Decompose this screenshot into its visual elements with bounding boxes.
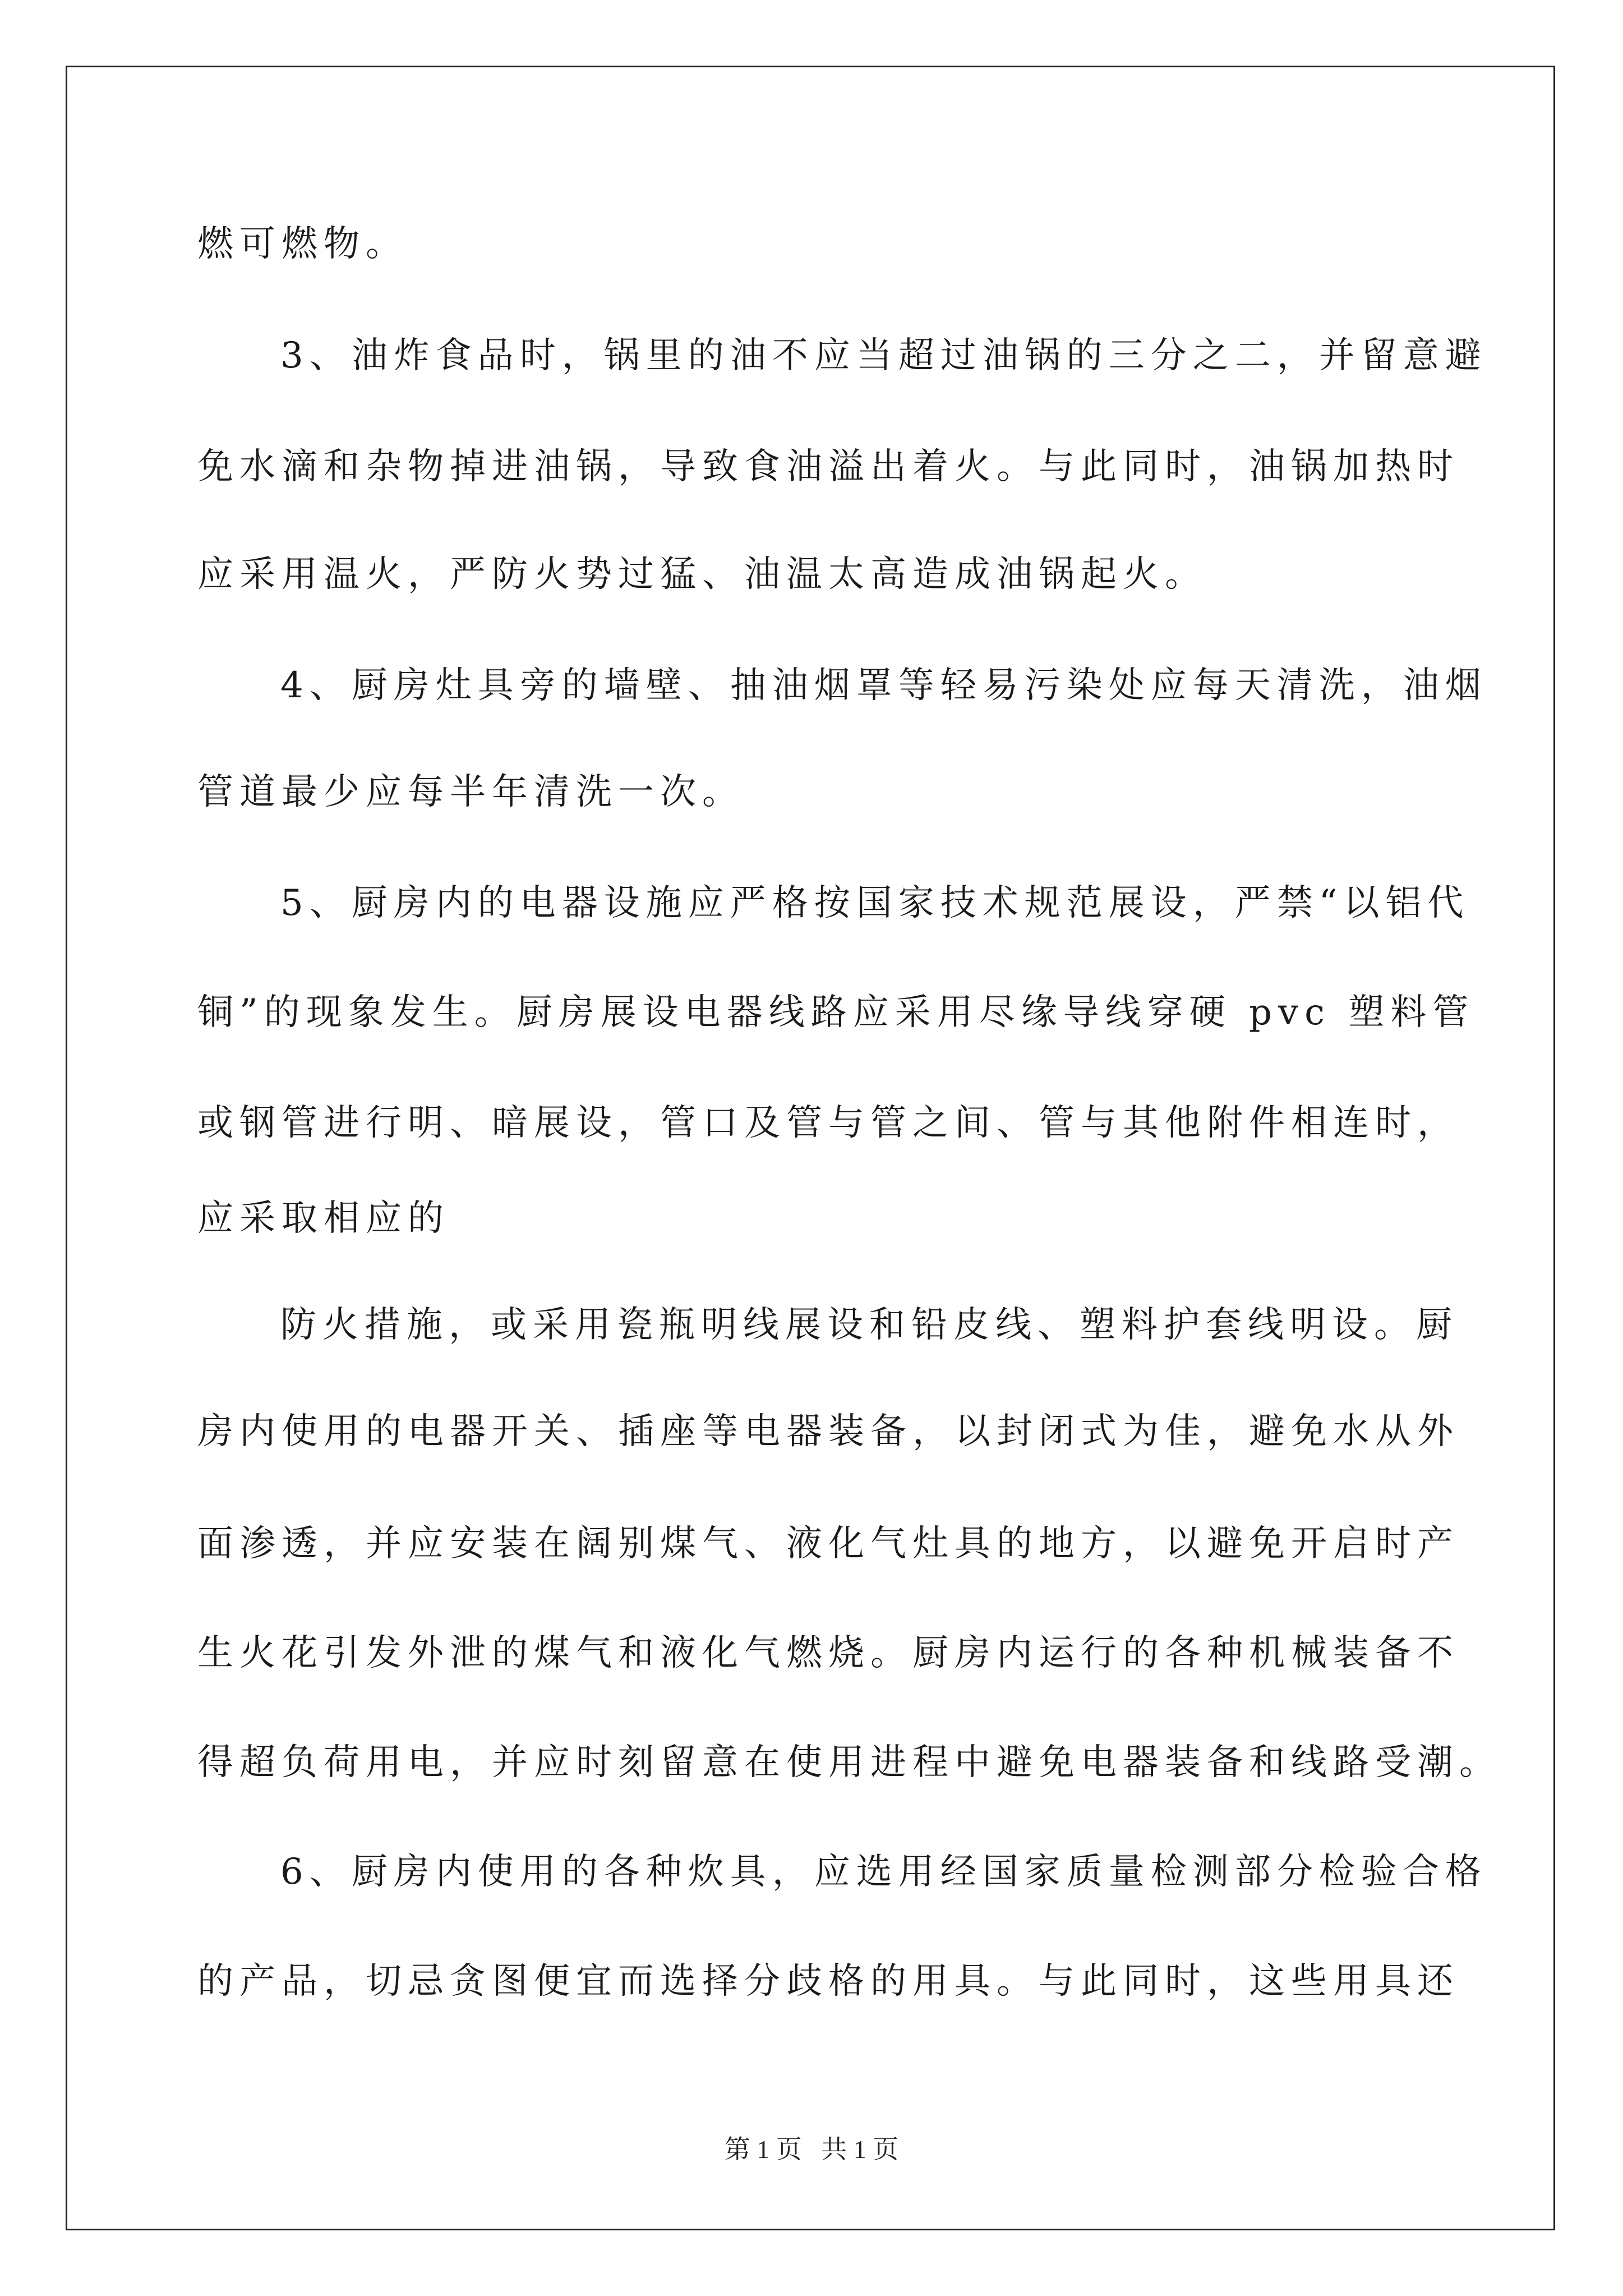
text-line: 应采用温火，严防火势过猛、油温太高造成油锅起火。 — [197, 554, 1207, 595]
text-line: 的产品，切忌贪图便宜而选择分歧格的用具。与此同时，这些用具还 — [197, 1961, 1459, 2002]
text-line: 5、厨房内的电器设施应严格按国家技术规范展设，严禁“以铝代 — [280, 882, 1470, 924]
text-line: 得超负荷用电，并应时刻留意在使用进程中避免电器装备和线路受潮。 — [197, 1742, 1501, 1783]
text-line: 应采取相应的 — [197, 1198, 450, 1239]
text-line: 6、厨房内使用的各种炊具，应选用经国家质量检测部分检验合格 — [280, 1851, 1487, 1893]
text-line: 或钢管进行明、暗展设，管口及管与管之间、管与其他附件相连时， — [197, 1102, 1459, 1144]
text-line: 管道最少应每半年清洗一次。 — [197, 771, 744, 813]
text-line: 房内使用的电器开关、插座等电器装备，以封闭式为佳，避免水从外 — [197, 1411, 1459, 1452]
text-line: 3、油炸食品时，锅里的油不应当超过油锅的三分之二，并留意避 — [280, 335, 1487, 376]
text-line: 免水滴和杂物掉进油锅，导致食油溢出着火。与此同时，油锅加热时 — [197, 446, 1459, 487]
text-line: 面渗透，并应安装在阔别煤气、液化气灶具的地方，以避免开启时产 — [197, 1523, 1459, 1565]
page-number: 第 1 页 共 1 页 — [724, 2135, 899, 2164]
text-line: 生火花引发外泄的煤气和液化气燃烧。厨房内运行的各种机械装备不 — [197, 1632, 1459, 1674]
text-line: 燃可燃物。 — [197, 223, 408, 265]
text-line: 铜”的现象发生。厨房展设电器线路应采用尽缘导线穿硬 pvc 塑料管 — [197, 992, 1475, 1033]
text-line: 防火措施，或采用瓷瓶明线展设和铅皮线、塑料护套线明设。厨 — [280, 1304, 1458, 1346]
text-line: 4、厨房灶具旁的墙壁、抽油烟罩等轻易污染处应每天清洗，油烟 — [280, 665, 1487, 706]
